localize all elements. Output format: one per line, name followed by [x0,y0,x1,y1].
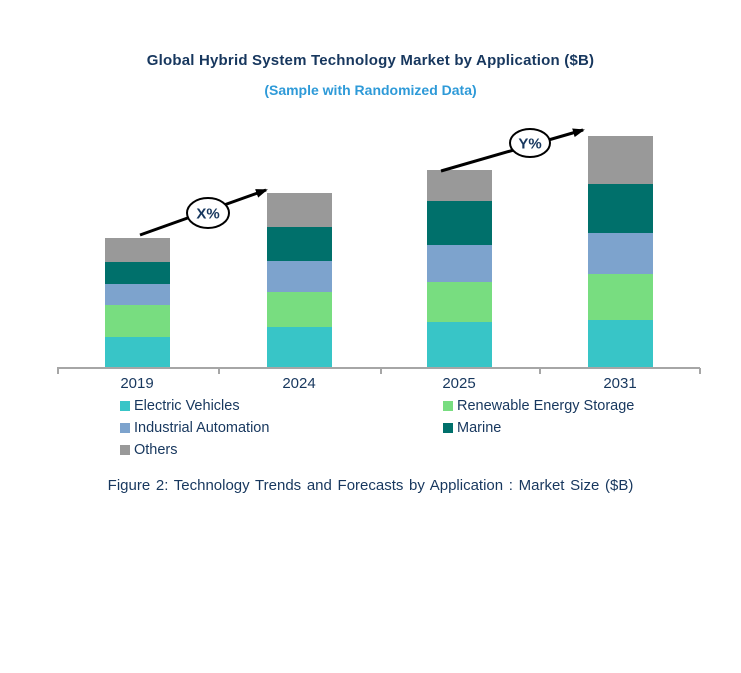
growth-label-x-: X% [196,205,220,223]
legend-label-marine: Marine [457,419,502,436]
legend-column-0 [120,398,269,464]
legend-item-marine [443,420,634,435]
legend-item-industrial-automation [120,420,269,435]
legend-swatch-industrial-automation [120,423,130,433]
legend-swatch-renewable-energy-storage [443,401,453,411]
legend-item-electric-vehicles [120,398,269,413]
growth-label-y-: Y% [518,135,542,153]
legend-label-others: Others [134,441,178,458]
x-axis-label-2024: 2024 [282,375,316,392]
x-axis-label-2031: 2031 [603,375,637,392]
chart-subtitle: (Sample with Randomized Data) [264,82,477,98]
legend-label-industrial-automation: Industrial Automation [134,419,270,436]
legend-swatch-electric-vehicles [120,401,130,411]
legend-swatch-others [120,445,130,455]
x-axis-label-2025: 2025 [442,375,476,392]
legend-column-1 [443,398,634,442]
legend-item-renewable-energy-storage [443,398,634,413]
legend-item-others [120,442,269,457]
legend-swatch-marine [443,423,453,433]
legend-label-renewable-energy-storage: Renewable Energy Storage [457,397,635,414]
legend-label-electric-vehicles: Electric Vehicles [134,397,240,414]
x-axis-label-2019: 2019 [120,375,154,392]
chart-title: Global Hybrid System Technology Market by Application ($B) [146,52,595,69]
figure-caption: Figure 2: Technology Trends and Forecasts by Application : Market Size ($B) [107,477,634,494]
